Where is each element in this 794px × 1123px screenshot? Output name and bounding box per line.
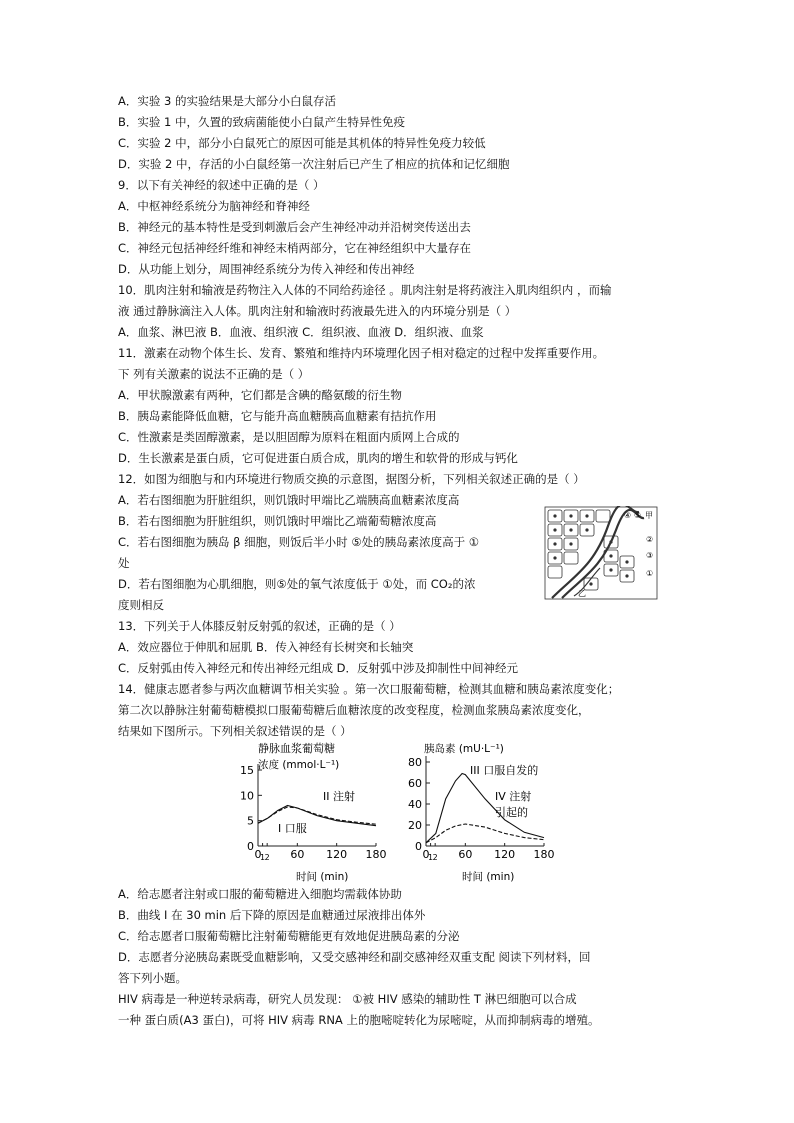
cell-label-jia: 甲 xyxy=(645,511,653,520)
chart0-ytick-label: 5 xyxy=(247,814,254,828)
chart1-xtick-label: 2 xyxy=(432,853,438,862)
chart0-xtick-label: 1 xyxy=(260,853,266,862)
cell-num-4: ④ xyxy=(624,511,632,520)
text-line: A．给志愿者注射或口服的葡萄糖进入细胞均需载体协助 xyxy=(118,887,402,901)
chart0-xtick-label: 0 xyxy=(254,848,262,861)
text-line: HIV 病毒是一种逆转录病毒，研究人员发现： ①被 HIV 感染的辅助性 T 淋巴细胞可以合成 xyxy=(118,992,577,1006)
text-line: D．从功能上划分，周围神经系统分为传入神经和传出神经 xyxy=(118,262,415,276)
text-line: A．血浆、淋巴液 B．血液、组织液 C．组织液、血液 D．组织液、血浆 xyxy=(118,325,484,339)
cell-tissue-figure xyxy=(544,506,658,600)
chart1-ytick-label: 80 xyxy=(408,756,422,769)
cell-num-1: ① xyxy=(646,569,654,578)
text-line: C．若右图细胞为胰岛 β 细胞，则饭后半小时 ⑤处的胰岛素浓度高于 ① xyxy=(118,535,480,549)
text-line: A．效应器位于伸肌和屈肌 B．传入神经有长树突和长轴突 xyxy=(118,640,414,654)
text-line: 答下列小题。 xyxy=(118,971,187,985)
chart0-xtick-label: 2 xyxy=(264,853,270,862)
text-line: D．若右图细胞为心肌细胞，则⑤处的氧气浓度低于 ①处，而 CO₂的浓 xyxy=(118,577,476,591)
chart1-xtick-label: 0 xyxy=(422,848,430,861)
insulin-plot-area xyxy=(408,756,555,862)
glucose-ylabel-1: 静脉血浆葡萄糖 xyxy=(258,742,335,755)
chart0-ytick-label: 0 xyxy=(247,840,254,853)
chart0-series-label: I 口服 xyxy=(278,822,307,835)
chart1-xtick-label: 120 xyxy=(494,848,516,861)
chart0-ytick-label: 15 xyxy=(240,764,254,777)
text-line: C．神经元包括神经纤维和神经末梢两部分，它在神经组织中大量存在 xyxy=(118,241,472,255)
text-line: 10．肌肉注射和输液是药物注入人体的不同给药途径 。肌肉注射是将药液注入肌肉组织内 ，而输 xyxy=(118,283,612,297)
text-line: 处 xyxy=(118,556,130,570)
text-line: 下 列有关激素的说法不正确的是（ ） xyxy=(118,367,310,381)
chart1-ytick-label: 20 xyxy=(408,819,422,832)
glucose-plot-area xyxy=(240,764,387,862)
cell-num-3: ③ xyxy=(646,551,654,560)
text-line: B．若右图细胞为肝脏组织，则饥饿时甲端比乙端葡萄糖浓度高 xyxy=(118,514,437,528)
insulin-ylabel: 胰岛素 (mU·L⁻¹) xyxy=(424,743,504,755)
text-line: 14．健康志愿者参与两次血糖调节相关实验 。第一次口服葡萄糖，检测其血糖和胰岛素浓度变化； xyxy=(118,682,620,696)
cell-label-yi: 乙 xyxy=(578,589,586,598)
cell-num-2: ② xyxy=(646,535,654,544)
text-line: 液 通过静脉滴注入人体。肌肉注射和输液时药液最先进入的内环境分别是（ ） xyxy=(118,304,517,318)
text-line: 9．以下有关神经的叙述中正确的是（ ） xyxy=(118,178,325,192)
chart1-series-label: IV 注射 xyxy=(495,790,532,803)
insulin-xlabel: 时间 (min) xyxy=(462,871,515,883)
chart1-series-label: 引起的 xyxy=(495,806,528,819)
text-line: 12．如图为细胞与和内环境进行物质交换的示意图，据图分析，下列相关叙述正确的是（ ） xyxy=(118,472,585,486)
chart1-series-label: III 口服自发的 xyxy=(470,764,539,777)
chart0-xtick-label: 120 xyxy=(326,848,348,861)
text-line: D．志愿者分泌胰岛素既受血糖影响，又受交感神经和副交感神经双重支配 阅读下列材料，回 xyxy=(118,950,591,964)
text-line: C．性激素是类固醇激素，是以胆固醇为原料在粗面内质网上合成的 xyxy=(118,430,460,444)
text-line: 13．下列关于人体膝反射反射弧的叙述，正确的是（ ） xyxy=(118,619,401,633)
text-line: 第二次以静脉注射葡萄糖模拟口服葡萄糖后血糖浓度的改变程度，检测血浆胰岛素浓度变化， xyxy=(118,703,590,717)
cell-num-5: ⑤ xyxy=(634,511,642,520)
chart0-ytick-label: 10 xyxy=(240,789,254,803)
chart1-ytick-label: 40 xyxy=(408,798,422,811)
glucose-chart xyxy=(228,738,398,884)
text-line: B．实验 1 中，久置的致病菌能使小白鼠产生特异性免疫 xyxy=(118,115,406,129)
text-line: 一种 蛋白质(A3 蛋白)，可将 HIV 病毒 RNA 上的胞嘧啶转化为尿嘧啶，从而抑制病毒的增殖。 xyxy=(118,1013,600,1027)
text-line: 结果如下图所示。下列相关叙述错误的是（ ） xyxy=(118,724,352,738)
text-line: D．实验 2 中，存活的小白鼠经第一次注射后已产生了相应的抗体和记忆细胞 xyxy=(118,157,510,171)
text-line: B．胰岛素能降低血糖，它与能升高血糖胰高血糖素有拮抗作用 xyxy=(118,409,437,423)
glucose-xlabel: 时间 (min) xyxy=(296,871,349,883)
text-line: D．生长激素是蛋白质，它可促进蛋白质合成，肌肉的增生和软骨的形成与钙化 xyxy=(118,451,518,465)
chart1-xtick-label: 1 xyxy=(428,853,434,862)
chart0-series-label: II 注射 xyxy=(323,790,355,803)
chart1-xtick-label: 180 xyxy=(533,848,555,861)
text-line: C．给志愿者口服葡萄糖比注射葡萄糖能更有效地促进胰岛素的分泌 xyxy=(118,929,460,943)
text-line: 度则相反 xyxy=(118,598,164,612)
text-line: B．曲线 I 在 30 min 后下降的原因是血糖通过尿液排出体外 xyxy=(118,908,426,922)
text-line: C．反射弧由传入神经元和传出神经元组成 D．反射弧中涉及抑制性中间神经元 xyxy=(118,661,519,675)
text-line: A．实验 3 的实验结果是大部分小白鼠存活 xyxy=(118,94,336,108)
text-line: C．实验 2 中，部分小白鼠死亡的原因可能是其机体的特异性免疫力较低 xyxy=(118,136,486,150)
chart0-series-0 xyxy=(258,806,376,826)
text-line: A．甲状腺激素有两种，它们都是含碘的酪氨酸的衍生物 xyxy=(118,388,402,402)
text-line: A．若右图细胞为肝脏组织，则饥饿时甲端比乙端胰高血糖素浓度高 xyxy=(118,493,460,507)
text-line: 11．激素在动物个体生长、发育、繁殖和维持内环境理化因子相对稳定的过程中发挥重要作用。 xyxy=(118,346,605,360)
chart1-ytick-label: 0 xyxy=(415,840,422,853)
chart1-xtick-label: 60 xyxy=(458,848,473,861)
chart0-xtick-label: 60 xyxy=(290,848,305,861)
insulin-chart xyxy=(400,738,560,884)
text-line: B．神经元的基本特性是受到刺激后会产生神经冲动并沿树突传送出去 xyxy=(118,220,471,234)
chart1-ytick-label: 60 xyxy=(408,777,422,790)
text-line: A．中枢神经系统分为脑神经和脊神经 xyxy=(118,199,310,213)
glucose-ylabel-2: 浓度 (mmol·L⁻¹) xyxy=(258,759,340,771)
chart0-xtick-label: 180 xyxy=(365,848,387,861)
